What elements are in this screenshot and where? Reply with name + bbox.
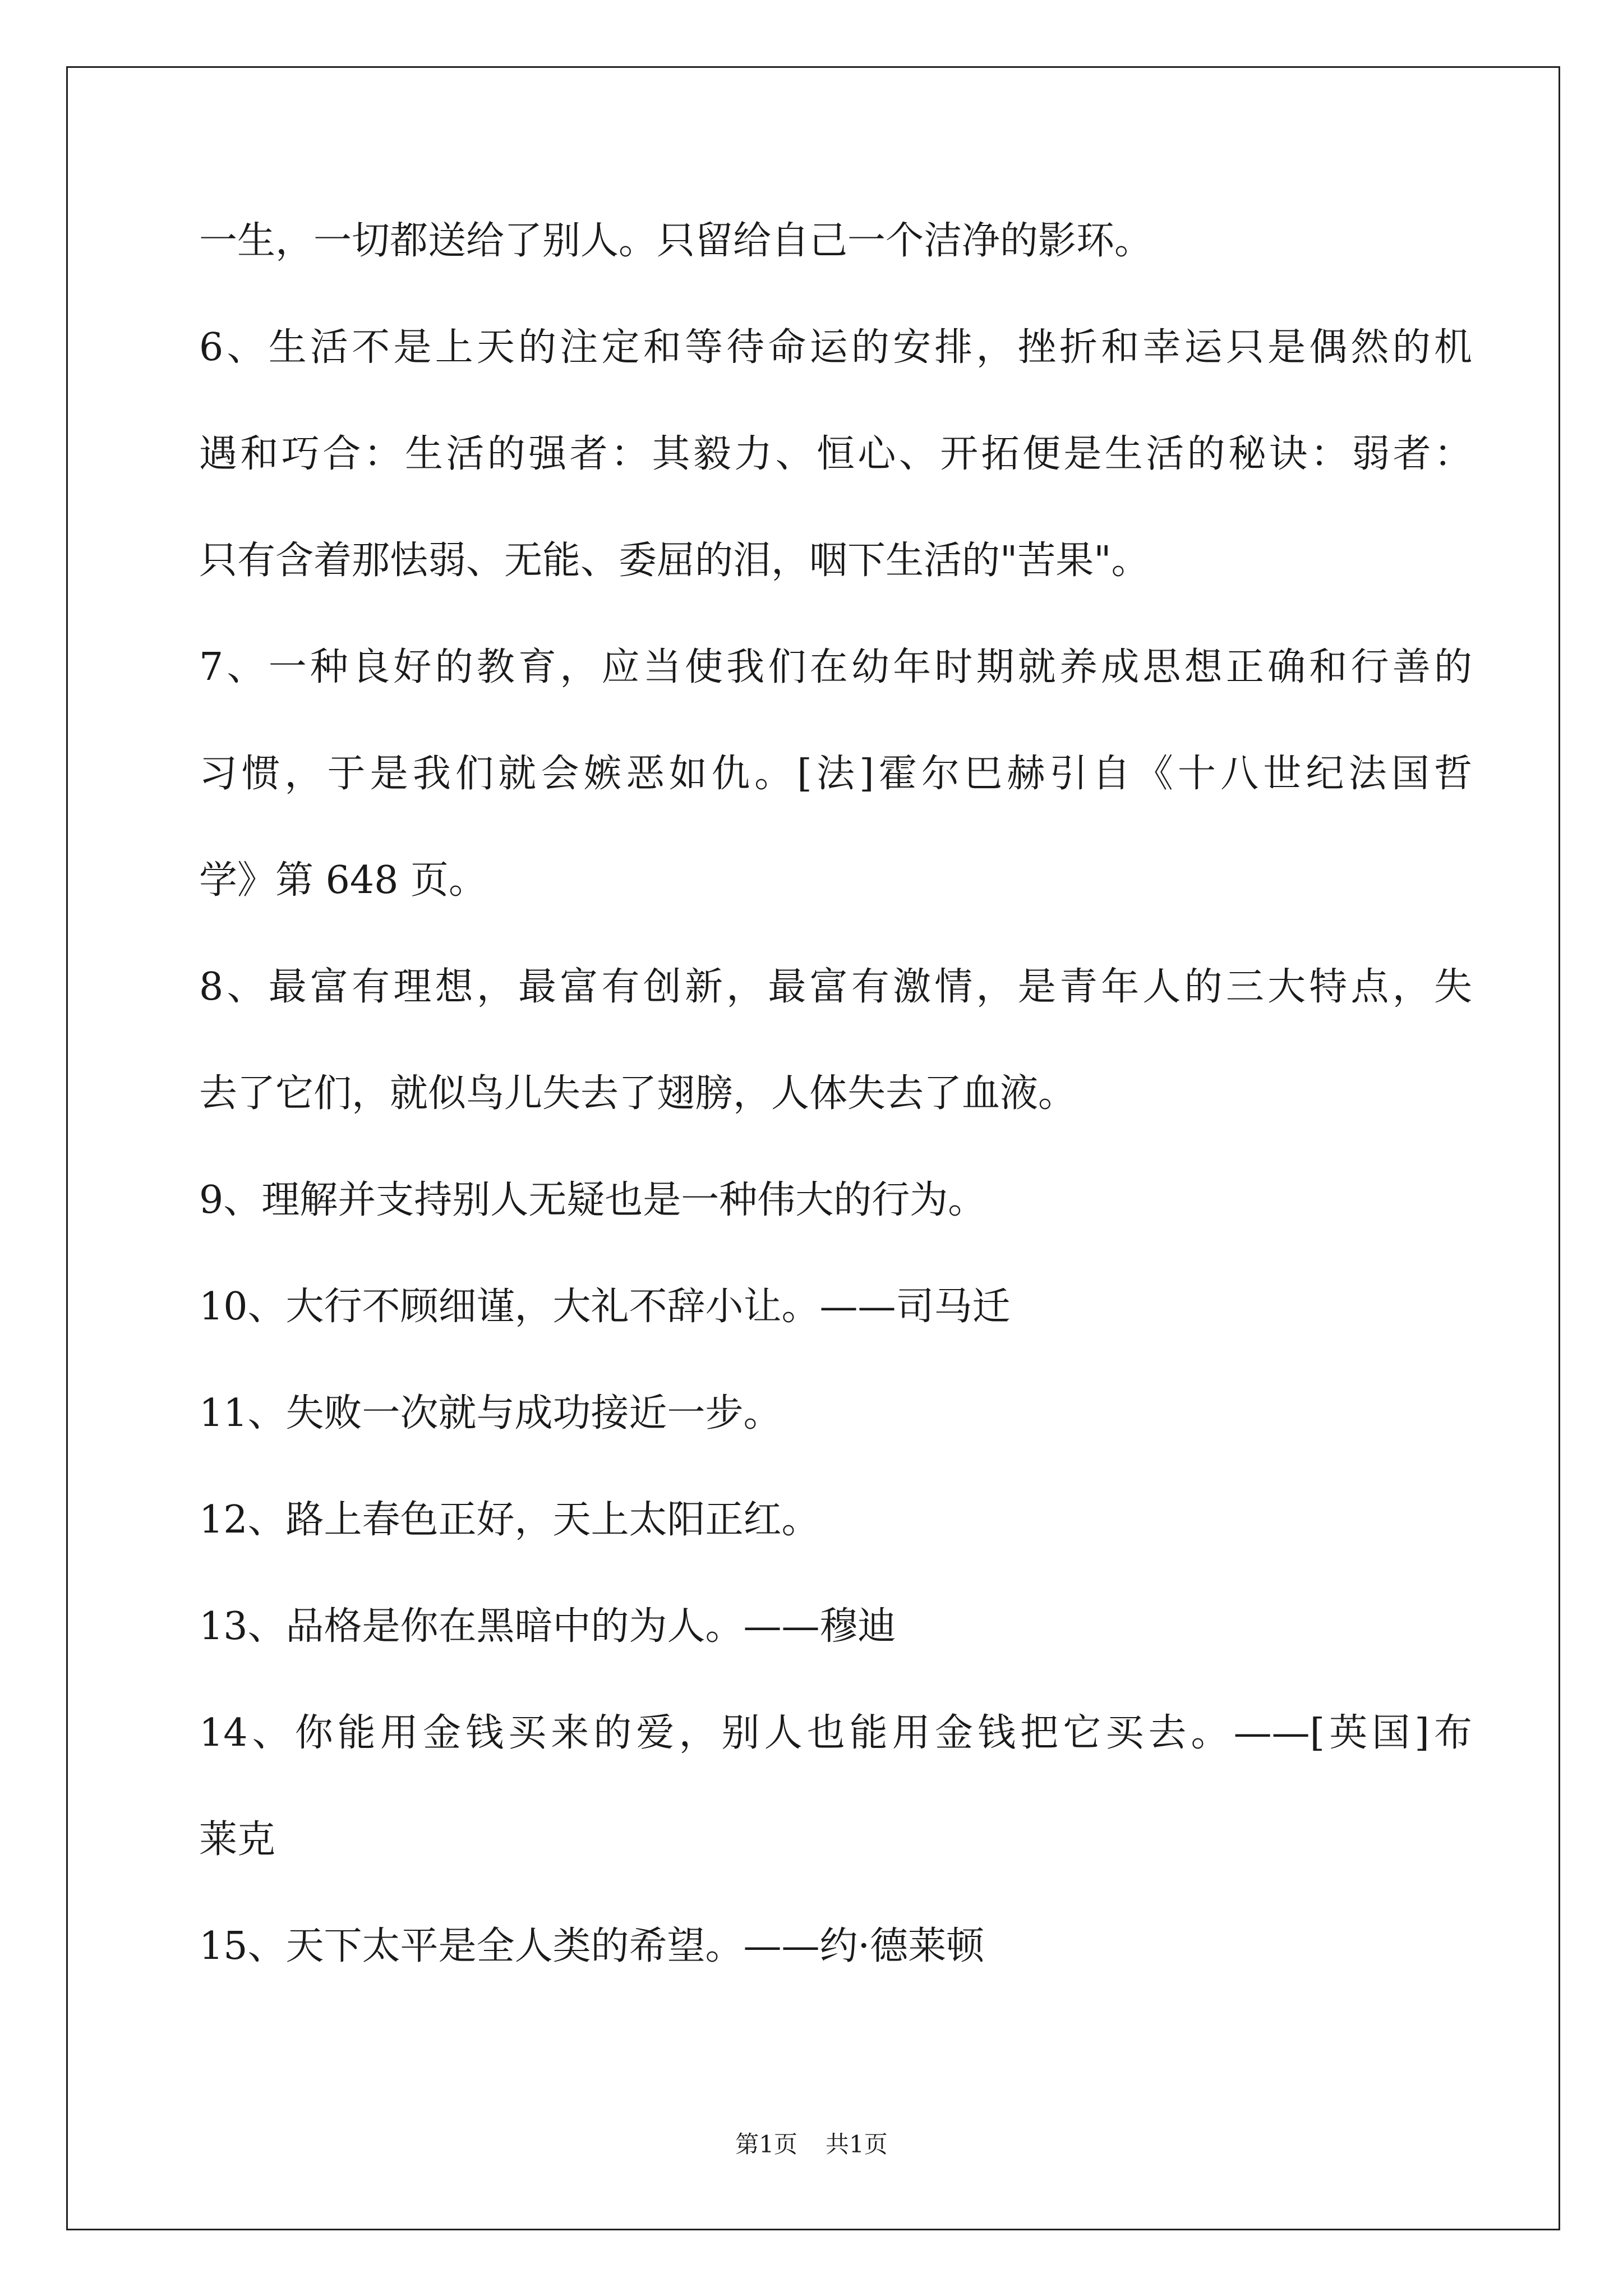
page-footer <box>0 2128 1623 2161</box>
text-line: 一生，一切都送给了别人。只留给自己一个洁净的影环。 <box>199 219 1153 263</box>
text-line: 6、生活不是上天的注定和等待命运的安排，挫折和幸运只是偶然的机 <box>199 325 1472 370</box>
text-line: 学》第 648 页。 <box>199 858 487 903</box>
text-line: 13、品格是你在黑暗中的为人。——穆迪 <box>199 1604 896 1649</box>
text-line: 14、你能用金钱买来的爱，别人也能用金钱把它买去。——[英国]布 <box>199 1711 1472 1755</box>
text-line: 10、大行不顾细谨，大礼不辞小让。——司马迁 <box>199 1285 1011 1329</box>
text-line: 莱克 <box>199 1818 276 1862</box>
page-border <box>66 66 1560 2230</box>
text-line: 11、失败一次就与成功接近一步。 <box>199 1391 782 1435</box>
text-line: 遇和巧合：生活的强者：其毅力、恒心、开拓便是生活的秘诀：弱者： <box>199 432 1472 476</box>
text-line: 15、天下太平是全人类的希望。——约·德莱顿 <box>199 1924 985 1968</box>
text-line: 8、最富有理想，最富有创新，最富有激情，是青年人的三大特点，失 <box>199 965 1472 1009</box>
text-line: 习惯，于是我们就会嫉恶如仇。[法]霍尔巴赫引自《十八世纪法国哲 <box>199 752 1472 796</box>
text-line: 7、一种良好的教育，应当使我们在幼年时期就养成思想正确和行善的 <box>199 645 1472 689</box>
text-line: 9、理解并支持别人无疑也是一种伟大的行为。 <box>199 1178 986 1222</box>
text-line: 只有含着那怯弱、无能、委屈的泪，咽下生活的"苦果"。 <box>199 539 1150 583</box>
page-number-current: 第1页 <box>735 2131 797 2158</box>
page-number-total: 共1页 <box>826 2131 888 2158</box>
text-line: 去了它们，就似鸟儿失去了翅膀，人体失去了血液。 <box>199 1071 1077 1116</box>
text-line: 12、路上春色正好，天上太阳正红。 <box>199 1498 820 1542</box>
